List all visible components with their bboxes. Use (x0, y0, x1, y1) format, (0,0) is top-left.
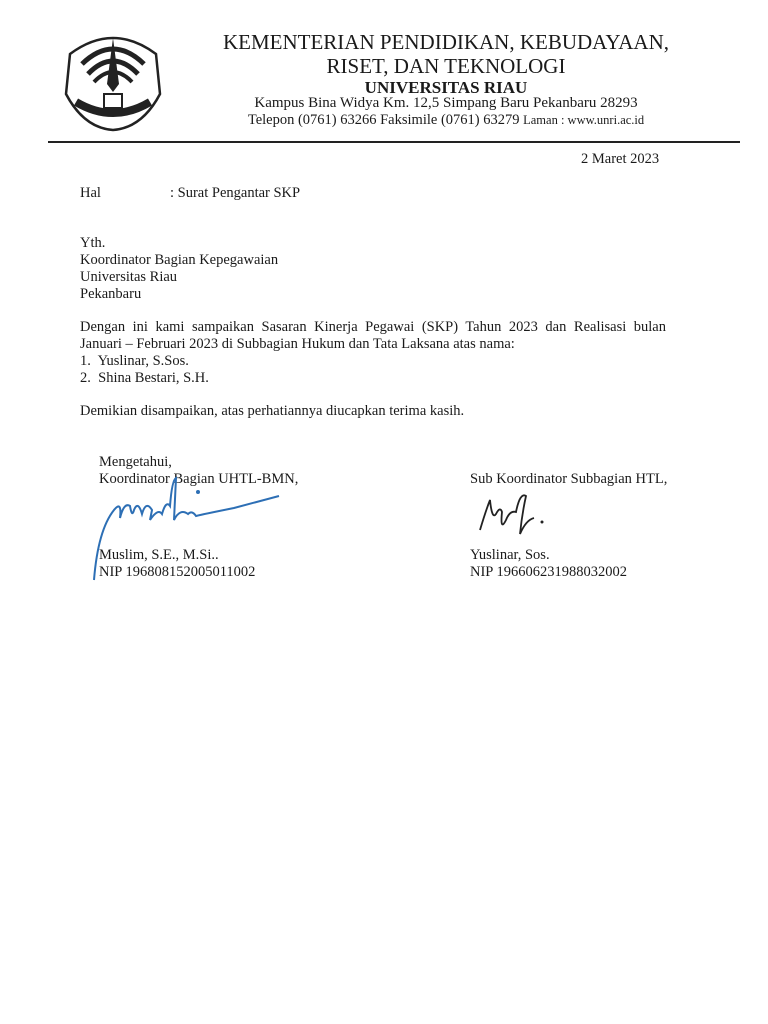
left-signature (84, 470, 294, 585)
right-signature (476, 490, 556, 540)
website: Laman : www.unri.ac.id (523, 113, 645, 127)
contact-line (160, 112, 732, 129)
contact: Telepon (0761) 63266 Faksimile (0761) 63279 (247, 112, 520, 128)
closing-line: Demikian disampaikan, atas perhatiannya diucapkan terima kasih. (80, 403, 465, 419)
body-line-2: Januari – Februari 2023 di Subbagian Hukum dan Tata Laksana atas nama: (80, 336, 515, 352)
address: Kampus Bina Widya Km. 12,5 Simpang Baru Pekanbaru 28293 (254, 95, 638, 111)
name-list-item: 1. Yuslinar, S.Sos. (80, 353, 189, 369)
ministry-line-1: KEMENTERIAN PENDIDIKAN, KEBUDAYAAN, (222, 30, 670, 54)
left-sig-nip: NIP 196808152005011002 (99, 564, 256, 580)
recipient-line: Universitas Riau (80, 269, 178, 285)
recipient-line: Yth. (80, 235, 106, 251)
subject-value: : Surat Pengantar SKP (170, 185, 301, 201)
subject-label: Hal (80, 185, 101, 201)
right-sig-title: Sub Koordinator Subbagian HTL, (470, 471, 668, 487)
university-name: UNIVERSITAS RIAU (364, 78, 528, 97)
body-line-1: Dengan ini kami sampaikan Sasaran Kinerja Pegawai (SKP) Tahun 2023 dan Realisasi bulan (80, 319, 666, 335)
left-sig-name: Muslim, S.E., M.Si.. (99, 547, 219, 563)
letter-date: 2 Maret 2023 (581, 151, 660, 167)
header-divider (48, 141, 740, 143)
left-sig-acknowledged: Mengetahui, (99, 454, 172, 470)
name-list-item: 2. Shina Bestari, S.H. (80, 370, 209, 386)
left-sig-title: Koordinator Bagian UHTL-BMN, (99, 471, 299, 487)
recipient-line: Pekanbaru (80, 286, 142, 302)
right-sig-name: Yuslinar, Sos. (470, 547, 550, 563)
ministry-line-2: RISET, DAN TEKNOLOGI (326, 54, 566, 78)
university-logo (62, 24, 164, 132)
right-sig-nip: NIP 196606231988032002 (470, 564, 627, 580)
recipient-line: Koordinator Bagian Kepegawaian (80, 252, 279, 268)
